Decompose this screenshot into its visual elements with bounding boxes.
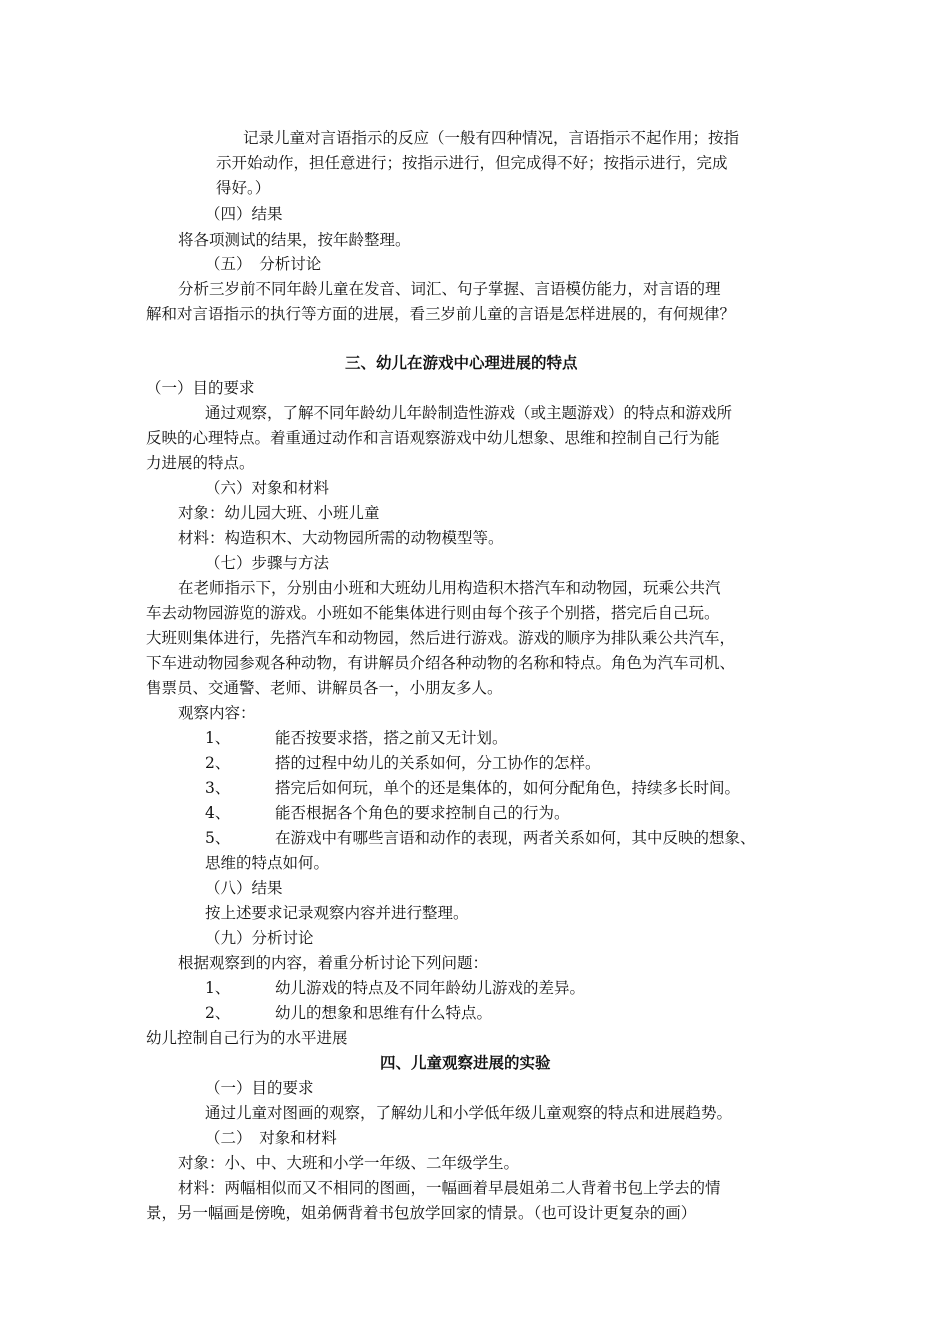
chapter-heading: 三、幼儿在游戏中心理进展的特点 [345, 354, 578, 372]
paragraph-line: 幼儿控制自己行为的水平进展 [146, 1029, 348, 1047]
paragraph-line: 售票员、交通警、老师、讲解员各一，小朋友多人。 [146, 679, 503, 697]
section-heading: （八）结果 [205, 879, 283, 897]
list-item: 2、 搭的过程中幼儿的关系如何，分工协作的怎样。 [205, 754, 601, 772]
paragraph-line: 景，另一幅画是傍晚，姐弟俩背着书包放学回家的情景。（也可设计更复杂的画） [146, 1204, 697, 1222]
paragraph-line: 得好。） [216, 179, 271, 197]
section-heading: （六）对象和材料 [205, 479, 330, 497]
list-item: 5、 在游戏中有哪些言语和动作的表现，两者关系如何，其中反映的想象、 [205, 829, 756, 847]
paragraph-line: 反映的心理特点。着重通过动作和言语观察游戏中幼儿想象、思维和控制自己行为能 [146, 429, 720, 447]
list-item: 4、 能否根据各个角色的要求控制自己的行为。 [205, 804, 570, 822]
paragraph-line: 车去动物园游览的游戏。小班如不能集体进行则由每个孩子个别搭，搭完后自己玩。 [146, 604, 720, 622]
paragraph-line: 分析三岁前不同年龄儿童在发音、词汇、句子掌握、言语模仿能力，对言语的理 [178, 280, 721, 298]
paragraph-line: 大班则集体进行，先搭汽车和动物园，然后进行游戏。游戏的顺序为排队乘公共汽车， [146, 629, 736, 647]
section-heading: （四）结果 [205, 205, 283, 223]
section-heading: （一）目的要求 [205, 1079, 314, 1097]
paragraph-line: 材料：两幅相似而又不相同的图画，一幅画着早晨姐弟二人背着书包上学去的情 [178, 1179, 721, 1197]
paragraph-line: 通过儿童对图画的观察，了解幼儿和小学低年级儿童观察的特点和进展趋势。 [205, 1104, 733, 1122]
paragraph-line: 将各项测试的结果，按年龄整理。 [178, 231, 411, 249]
paragraph-line: 按上述要求记录观察内容并进行整理。 [205, 904, 469, 922]
paragraph-line: 在老师指示下，分别由小班和大班幼儿用构造积木搭汽车和动物园，玩乘公共汽 [178, 579, 721, 597]
section-heading: （五） 分析讨论 [205, 255, 322, 273]
paragraph-line: 通过观察，了解不同年龄幼儿年龄制造性游戏（或主题游戏）的特点和游戏所 [205, 404, 733, 422]
list-item: 1、 幼儿游戏的特点及不同年龄幼儿游戏的差异。 [205, 979, 586, 997]
paragraph-line: 思维的特点如何。 [205, 854, 330, 872]
section-heading: （二） 对象和材料 [205, 1129, 337, 1147]
list-item: 3、 搭完后如何玩，单个的还是集体的，如何分配角色，持续多长时间。 [205, 779, 741, 797]
list-item: 2、 幼儿的想象和思维有什么特点。 [205, 1004, 493, 1022]
paragraph-line: 记录儿童对言语指示的反应（一般有四种情况，言语指示不起作用；按指 [243, 129, 740, 147]
paragraph-line: 对象：小、中、大班和小学一年级、二年级学生。 [178, 1154, 520, 1172]
paragraph-line: 示开始动作，担任意进行；按指示进行，但完成得不好；按指示进行，完成 [216, 154, 728, 172]
section-heading: （一）目的要求 [146, 379, 255, 397]
paragraph-line: 材料：构造积木、大动物园所需的动物模型等。 [178, 529, 504, 547]
chapter-heading: 四、儿童观察进展的实验 [380, 1054, 551, 1072]
paragraph-line: 下车进动物园参观各种动物，有讲解员介绍各种动物的名称和特点。角色为汽车司机、 [146, 654, 736, 672]
paragraph-line: 观察内容： [178, 704, 256, 722]
paragraph-line: 根据观察到的内容，着重分析讨论下列问题： [178, 954, 489, 972]
paragraph-line: 力进展的特点。 [146, 454, 255, 472]
paragraph-line: 解和对言语指示的执行等方面的进展，看三岁前儿童的言语是怎样进展的，有何规律？ [146, 305, 736, 323]
section-heading: （七）步骤与方法 [205, 554, 330, 572]
paragraph-line: 对象：幼儿园大班、小班儿童 [178, 504, 380, 522]
list-item: 1、 能否按要求搭，搭之前又无计划。 [205, 729, 508, 747]
section-heading: （九）分析讨论 [205, 929, 314, 947]
